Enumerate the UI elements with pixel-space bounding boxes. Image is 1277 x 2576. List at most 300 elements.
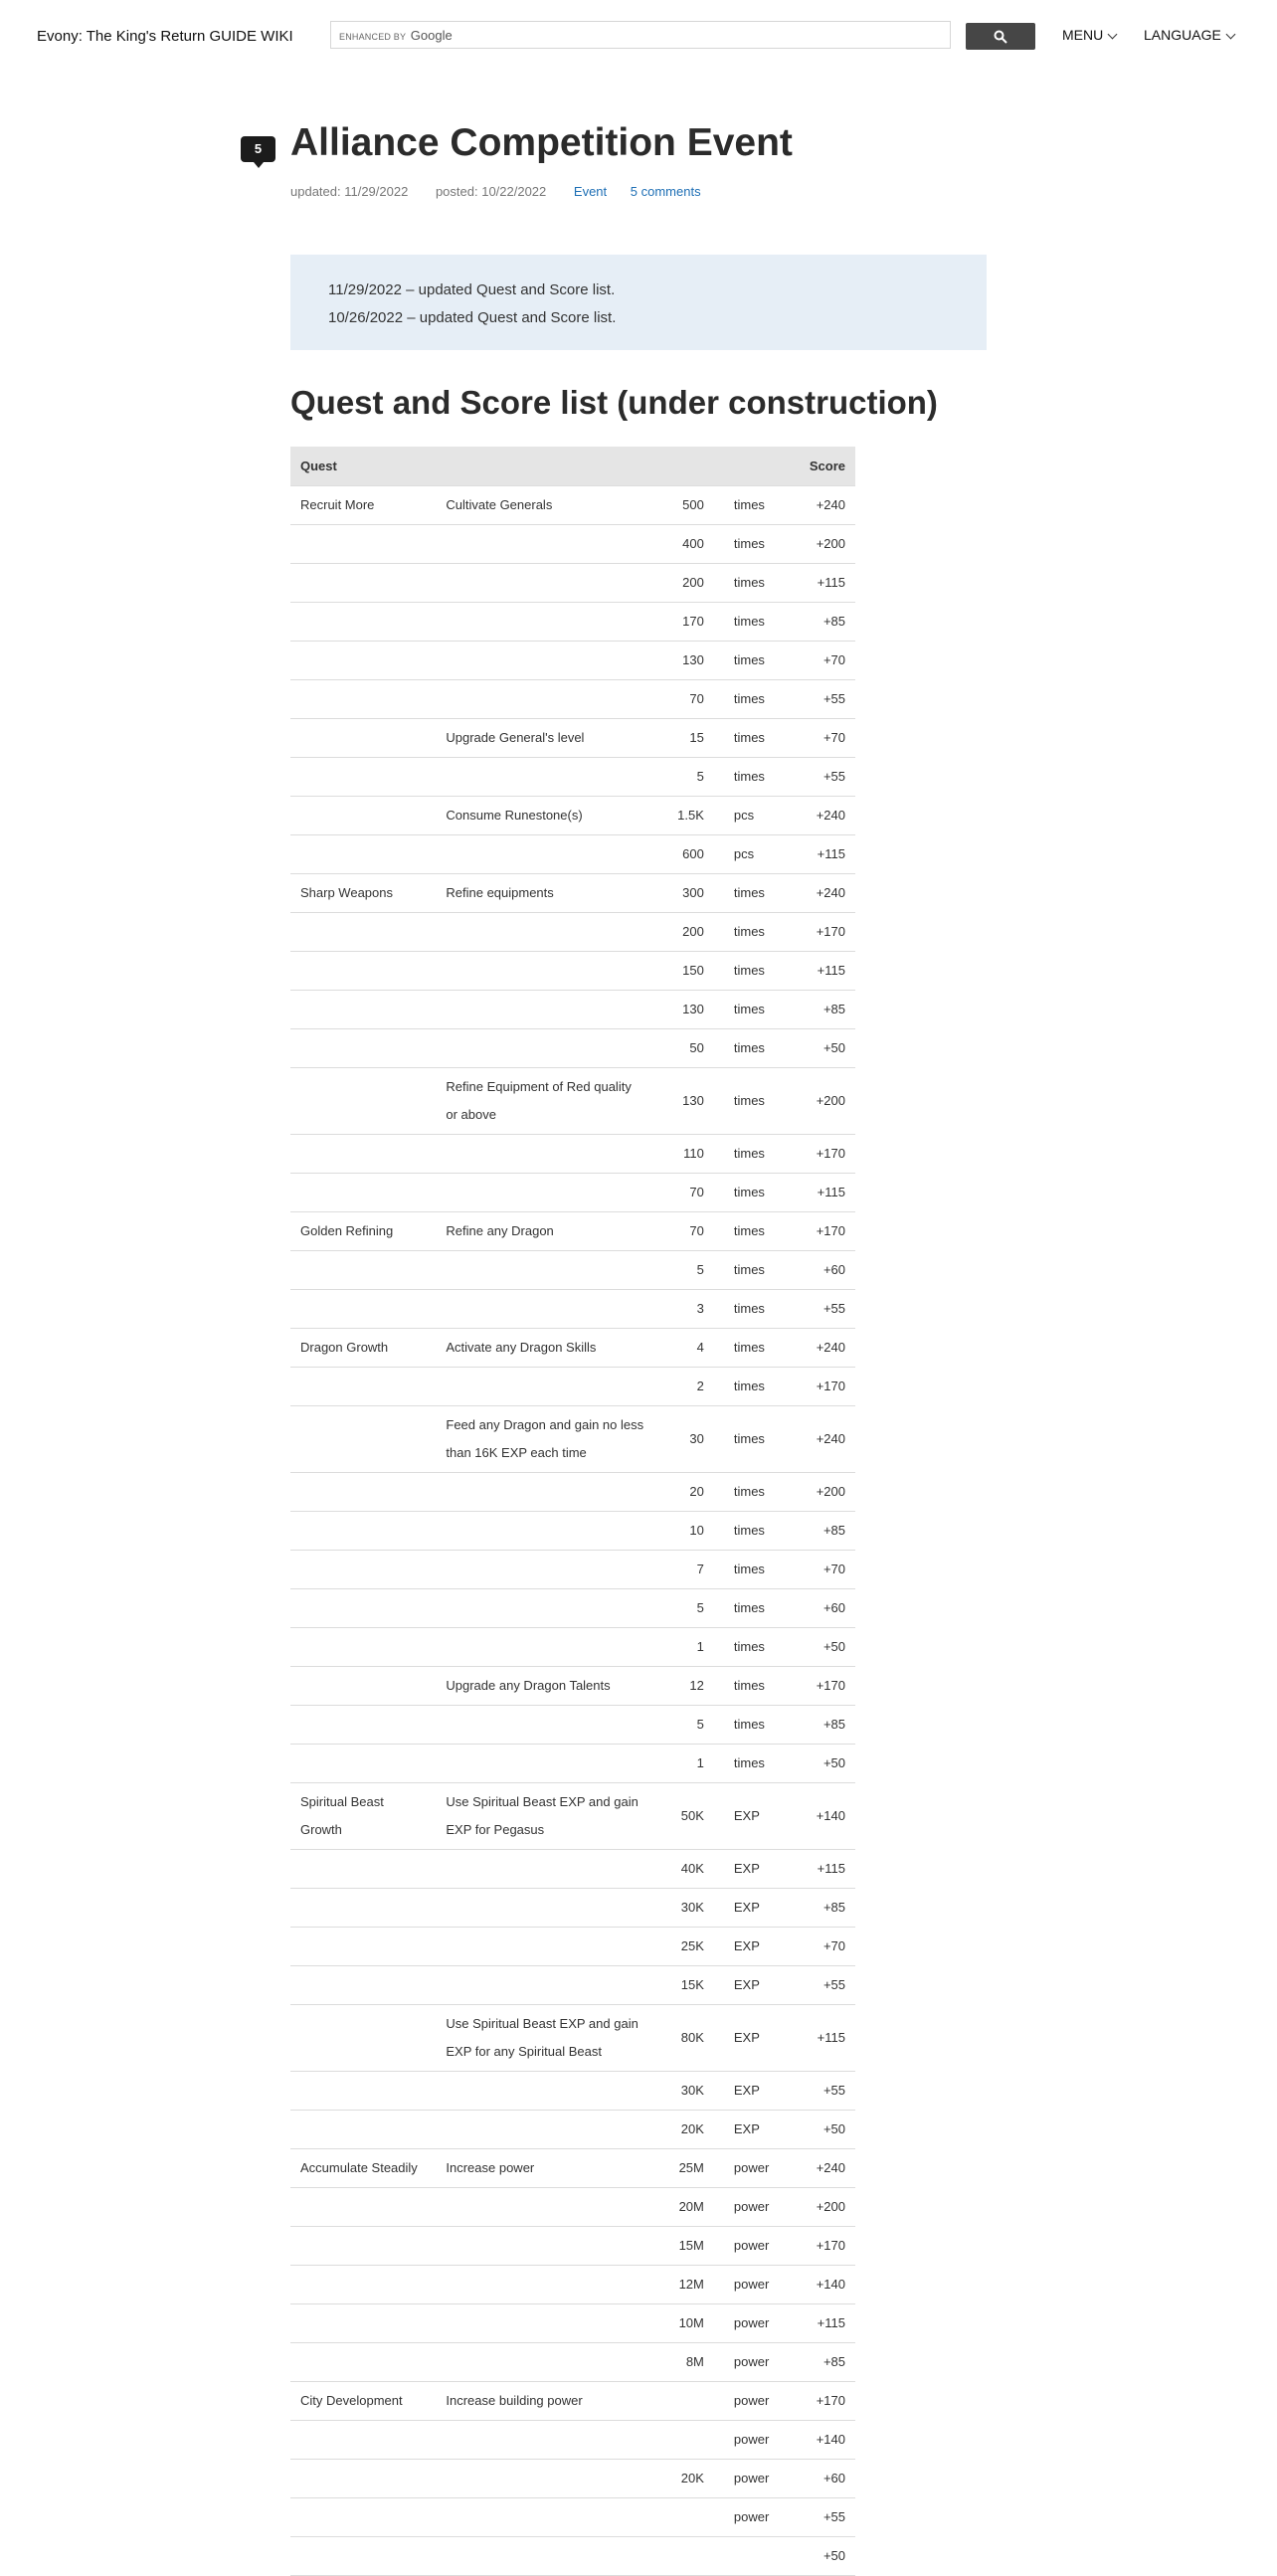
table-row	[290, 2460, 855, 2498]
table-row	[290, 1783, 855, 1850]
unit-cell: EXP	[714, 2111, 793, 2149]
quest-cell	[290, 1706, 436, 1745]
quest-cell: Spiritual Beast Growth	[290, 1783, 436, 1850]
score-cell: +70	[793, 719, 855, 758]
quest-cell	[290, 2421, 436, 2460]
table-row	[290, 952, 855, 991]
table-row	[290, 1406, 855, 1473]
score-cell: +55	[793, 2072, 855, 2111]
unit-cell: times	[714, 642, 793, 680]
amount-cell: 20K	[653, 2111, 714, 2149]
score-cell: +170	[793, 2382, 855, 2421]
search-button[interactable]	[966, 23, 1035, 50]
score-cell: +50	[793, 2537, 855, 2576]
unit-cell: times	[714, 1068, 793, 1135]
score-cell: +170	[793, 1368, 855, 1406]
quest-cell	[290, 2227, 436, 2266]
comment-count-badge[interactable]: 5	[241, 136, 275, 162]
score-cell: +200	[793, 1473, 855, 1512]
unit-cell: power	[714, 2343, 793, 2382]
task-cell	[436, 1029, 653, 1068]
amount-cell: 10M	[653, 2304, 714, 2343]
amount-cell	[653, 2537, 714, 2576]
quest-cell	[290, 1135, 436, 1174]
task-cell	[436, 2460, 653, 2498]
table-row	[290, 874, 855, 913]
update-notice	[290, 255, 987, 350]
amount-cell: 2	[653, 1368, 714, 1406]
quest-cell	[290, 1628, 436, 1667]
task-cell: Consume Runestone(s)	[436, 797, 653, 835]
quest-cell	[290, 2266, 436, 2304]
unit-cell: times	[714, 680, 793, 719]
unit-cell: EXP	[714, 1783, 793, 1850]
amount-cell: 30K	[653, 2072, 714, 2111]
score-cell: +240	[793, 2149, 855, 2188]
language-dropdown[interactable]	[1144, 27, 1234, 43]
score-cell: +240	[793, 1329, 855, 1368]
score-cell: +200	[793, 1068, 855, 1135]
task-cell	[436, 2537, 653, 2576]
score-cell: +55	[793, 1966, 855, 2005]
unit-cell: times	[714, 1589, 793, 1628]
amount-cell: 12M	[653, 2266, 714, 2304]
search-branding-small: ENHANCED BY	[339, 32, 407, 42]
table-row	[290, 2111, 855, 2149]
table-row	[290, 1135, 855, 1174]
score-cell: +85	[793, 1889, 855, 1928]
table-row	[290, 2382, 855, 2421]
task-cell	[436, 1135, 653, 1174]
quest-cell: Dragon Growth	[290, 1329, 436, 1368]
unit-cell: times	[714, 1329, 793, 1368]
task-cell	[436, 1589, 653, 1628]
amount-cell: 600	[653, 835, 714, 874]
task-cell: Refine equipments	[436, 874, 653, 913]
quest-cell	[290, 2072, 436, 2111]
search-branding-brand: Google	[410, 28, 453, 43]
site-title-link[interactable]: Evony: The King's Return GUIDE WIKI	[37, 28, 293, 45]
quest-cell	[290, 525, 436, 564]
amount-cell: 110	[653, 1135, 714, 1174]
unit-cell: power	[714, 2498, 793, 2537]
unit-cell: times	[714, 1667, 793, 1706]
unit-cell: times	[714, 1406, 793, 1473]
amount-cell: 70	[653, 680, 714, 719]
quest-cell	[290, 1174, 436, 1212]
task-cell	[436, 991, 653, 1029]
unit-cell: power	[714, 2188, 793, 2227]
score-cell: +170	[793, 2227, 855, 2266]
quest-cell	[290, 1368, 436, 1406]
score-cell: +115	[793, 1174, 855, 1212]
table-row	[290, 1667, 855, 1706]
site-header	[0, 0, 1277, 72]
quest-cell	[290, 2304, 436, 2343]
table-header-row	[290, 447, 855, 486]
amount-cell	[653, 2382, 714, 2421]
task-cell	[436, 1706, 653, 1745]
unit-cell: times	[714, 1368, 793, 1406]
task-cell	[436, 1512, 653, 1551]
unit-cell: power	[714, 2304, 793, 2343]
task-cell: Increase building power	[436, 2382, 653, 2421]
task-cell	[436, 2188, 653, 2227]
score-cell: +115	[793, 2304, 855, 2343]
page-title: Alliance Competition Event	[290, 121, 793, 164]
table-row	[290, 2266, 855, 2304]
unit-cell: times	[714, 719, 793, 758]
amount-cell: 500	[653, 486, 714, 525]
score-cell: +140	[793, 2421, 855, 2460]
quest-cell	[290, 835, 436, 874]
unit-cell: times	[714, 913, 793, 952]
quest-cell: Golden Refining	[290, 1212, 436, 1251]
quest-cell	[290, 2537, 436, 2576]
menu-label: MENU	[1062, 27, 1104, 43]
table-row	[290, 1251, 855, 1290]
update-line: 10/26/2022 – updated Quest and Score list.	[328, 309, 617, 326]
update-line: 11/29/2022 – updated Quest and Score list.	[328, 281, 616, 298]
table-row	[290, 797, 855, 835]
score-cell: +170	[793, 913, 855, 952]
amount-cell: 30	[653, 1406, 714, 1473]
amount-cell: 170	[653, 603, 714, 642]
score-cell: +85	[793, 991, 855, 1029]
table-row	[290, 913, 855, 952]
unit-cell: power	[714, 2460, 793, 2498]
table-row	[290, 603, 855, 642]
table-row	[290, 758, 855, 797]
menu-dropdown[interactable]	[1062, 27, 1116, 43]
task-cell	[436, 525, 653, 564]
amount-cell: 40K	[653, 1850, 714, 1889]
score-cell: +200	[793, 525, 855, 564]
updated-date: updated: 11/29/2022	[290, 184, 409, 199]
table-row	[290, 2304, 855, 2343]
task-cell	[436, 2266, 653, 2304]
score-cell: +170	[793, 1212, 855, 1251]
unit-cell: times	[714, 1290, 793, 1329]
amount-cell: 150	[653, 952, 714, 991]
amount-cell: 4	[653, 1329, 714, 1368]
score-cell: +70	[793, 642, 855, 680]
task-cell: Use Spiritual Beast EXP and gain EXP for any Spiritual Beast	[436, 2005, 653, 2072]
quest-cell: Recruit More	[290, 486, 436, 525]
score-cell: +115	[793, 835, 855, 874]
quest-cell	[290, 758, 436, 797]
task-cell	[436, 2227, 653, 2266]
chevron-down-icon	[1108, 30, 1118, 40]
table-row	[290, 2188, 855, 2227]
header-quest: Quest	[290, 447, 436, 486]
score-cell: +170	[793, 1135, 855, 1174]
score-cell: +240	[793, 1406, 855, 1473]
task-cell	[436, 2421, 653, 2460]
amount-cell	[653, 2498, 714, 2537]
quest-cell	[290, 797, 436, 835]
quest-cell	[290, 913, 436, 952]
unit-cell: EXP	[714, 1889, 793, 1928]
quest-cell	[290, 603, 436, 642]
table-row	[290, 2227, 855, 2266]
task-cell	[436, 642, 653, 680]
score-cell: +55	[793, 758, 855, 797]
task-cell: Activate any Dragon Skills	[436, 1329, 653, 1368]
table-row	[290, 1928, 855, 1966]
unit-cell: EXP	[714, 1928, 793, 1966]
task-cell	[436, 1850, 653, 1889]
posted-date: posted: 10/22/2022	[435, 184, 547, 199]
unit-cell	[714, 2537, 793, 2576]
amount-cell: 15K	[653, 1966, 714, 2005]
unit-cell: times	[714, 1512, 793, 1551]
table-row	[290, 1628, 855, 1667]
quest-cell: Sharp Weapons	[290, 874, 436, 913]
task-cell	[436, 1551, 653, 1589]
category-link[interactable]: Event	[573, 184, 608, 199]
task-cell	[436, 2498, 653, 2537]
score-cell: +140	[793, 2266, 855, 2304]
amount-cell: 80K	[653, 2005, 714, 2072]
task-cell	[436, 1174, 653, 1212]
task-cell	[436, 1251, 653, 1290]
amount-cell: 70	[653, 1174, 714, 1212]
quest-cell	[290, 1512, 436, 1551]
amount-cell: 30K	[653, 1889, 714, 1928]
score-cell: +115	[793, 1850, 855, 1889]
score-cell: +50	[793, 1628, 855, 1667]
quest-cell	[290, 1589, 436, 1628]
unit-cell: times	[714, 758, 793, 797]
amount-cell: 5	[653, 758, 714, 797]
task-cell: Feed any Dragon and gain no less than 16K EXP each time	[436, 1406, 653, 1473]
quest-cell	[290, 1251, 436, 1290]
task-cell	[436, 1928, 653, 1966]
unit-cell: times	[714, 1473, 793, 1512]
task-cell: Upgrade any Dragon Talents	[436, 1667, 653, 1706]
table-body	[290, 486, 855, 2576]
unit-cell: times	[714, 952, 793, 991]
unit-cell: power	[714, 2149, 793, 2188]
task-cell: Increase power	[436, 2149, 653, 2188]
search-icon	[994, 30, 1007, 44]
table-row	[290, 1368, 855, 1406]
amount-cell: 300	[653, 874, 714, 913]
chevron-down-icon	[1225, 30, 1235, 40]
quest-cell	[290, 2005, 436, 2072]
header-score: Score	[793, 447, 855, 486]
table-row	[290, 1966, 855, 2005]
quest-cell	[290, 1473, 436, 1512]
task-cell: Use Spiritual Beast EXP and gain EXP for Pegasus	[436, 1783, 653, 1850]
unit-cell: times	[714, 1706, 793, 1745]
amount-cell: 5	[653, 1706, 714, 1745]
amount-cell: 25M	[653, 2149, 714, 2188]
amount-cell: 1	[653, 1745, 714, 1783]
task-cell	[436, 1889, 653, 1928]
score-cell: +115	[793, 2005, 855, 2072]
table-row	[290, 1745, 855, 1783]
unit-cell: times	[714, 1029, 793, 1068]
task-cell	[436, 1473, 653, 1512]
amount-cell: 5	[653, 1251, 714, 1290]
table-row	[290, 564, 855, 603]
unit-cell: times	[714, 603, 793, 642]
unit-cell: EXP	[714, 1966, 793, 2005]
task-cell	[436, 1745, 653, 1783]
quest-score-table	[290, 447, 855, 2576]
quest-cell	[290, 1290, 436, 1329]
score-cell: +50	[793, 1029, 855, 1068]
table-row	[290, 1889, 855, 1928]
amount-cell: 12	[653, 1667, 714, 1706]
task-cell: Cultivate Generals	[436, 486, 653, 525]
table-row	[290, 1212, 855, 1251]
amount-cell: 15M	[653, 2227, 714, 2266]
unit-cell: times	[714, 486, 793, 525]
amount-cell: 130	[653, 642, 714, 680]
score-cell: +50	[793, 1745, 855, 1783]
task-cell	[436, 2343, 653, 2382]
quest-cell	[290, 1928, 436, 1966]
score-cell: +70	[793, 1928, 855, 1966]
task-cell	[436, 1290, 653, 1329]
task-cell	[436, 835, 653, 874]
table-row	[290, 1551, 855, 1589]
table-row	[290, 2343, 855, 2382]
search-branding	[339, 28, 453, 43]
amount-cell: 20	[653, 1473, 714, 1512]
table-row	[290, 1589, 855, 1628]
task-cell: Upgrade General's level	[436, 719, 653, 758]
table-row	[290, 1174, 855, 1212]
post-meta	[290, 184, 721, 199]
quest-cell	[290, 680, 436, 719]
unit-cell: EXP	[714, 2005, 793, 2072]
task-cell	[436, 952, 653, 991]
score-cell: +55	[793, 680, 855, 719]
unit-cell: power	[714, 2421, 793, 2460]
amount-cell: 50K	[653, 1783, 714, 1850]
amount-cell: 20K	[653, 2460, 714, 2498]
table-row	[290, 2421, 855, 2460]
quest-cell	[290, 1551, 436, 1589]
amount-cell: 200	[653, 913, 714, 952]
unit-cell: times	[714, 1551, 793, 1589]
score-cell: +170	[793, 1667, 855, 1706]
unit-cell: pcs	[714, 797, 793, 835]
task-cell	[436, 913, 653, 952]
task-cell: Refine any Dragon	[436, 1212, 653, 1251]
unit-cell: power	[714, 2382, 793, 2421]
task-cell	[436, 680, 653, 719]
quest-cell	[290, 564, 436, 603]
quest-cell	[290, 1850, 436, 1889]
table-row	[290, 835, 855, 874]
table-row	[290, 2072, 855, 2111]
unit-cell: EXP	[714, 1850, 793, 1889]
score-cell: +55	[793, 1290, 855, 1329]
score-cell: +140	[793, 1783, 855, 1850]
task-cell	[436, 603, 653, 642]
quest-cell	[290, 2343, 436, 2382]
quest-cell	[290, 991, 436, 1029]
table-row	[290, 2005, 855, 2072]
unit-cell: pcs	[714, 835, 793, 874]
task-cell	[436, 2111, 653, 2149]
amount-cell: 130	[653, 1068, 714, 1135]
table-row	[290, 1512, 855, 1551]
quest-cell	[290, 1406, 436, 1473]
amount-cell: 15	[653, 719, 714, 758]
quest-cell	[290, 2188, 436, 2227]
score-cell: +60	[793, 1589, 855, 1628]
amount-cell: 8M	[653, 2343, 714, 2382]
score-cell: +85	[793, 603, 855, 642]
table-row	[290, 719, 855, 758]
quest-cell	[290, 719, 436, 758]
task-cell	[436, 2304, 653, 2343]
table-row	[290, 991, 855, 1029]
task-cell	[436, 758, 653, 797]
table-row	[290, 1068, 855, 1135]
quest-cell	[290, 1745, 436, 1783]
amount-cell: 1	[653, 1628, 714, 1667]
unit-cell: times	[714, 1174, 793, 1212]
section-title: Quest and Score list (under construction)	[290, 384, 938, 421]
task-cell	[436, 1966, 653, 2005]
amount-cell	[653, 2421, 714, 2460]
score-cell: +115	[793, 952, 855, 991]
unit-cell: times	[714, 564, 793, 603]
quest-cell	[290, 1029, 436, 1068]
score-cell: +115	[793, 564, 855, 603]
quest-cell: Accumulate Steadily	[290, 2149, 436, 2188]
table-row	[290, 1706, 855, 1745]
amount-cell: 25K	[653, 1928, 714, 1966]
search-input[interactable]	[330, 21, 951, 49]
score-cell: +240	[793, 797, 855, 835]
task-cell	[436, 1368, 653, 1406]
task-cell: Refine Equipment of Red quality or above	[436, 1068, 653, 1135]
table-row	[290, 2149, 855, 2188]
task-cell	[436, 1628, 653, 1667]
quest-cell	[290, 2460, 436, 2498]
amount-cell: 10	[653, 1512, 714, 1551]
quest-cell	[290, 2498, 436, 2537]
unit-cell: times	[714, 525, 793, 564]
quest-cell	[290, 1667, 436, 1706]
comments-link[interactable]: 5 comments	[630, 184, 701, 199]
score-cell: +55	[793, 2498, 855, 2537]
unit-cell: times	[714, 874, 793, 913]
score-cell: +240	[793, 874, 855, 913]
table-row	[290, 1290, 855, 1329]
table-row	[290, 1329, 855, 1368]
quest-cell	[290, 952, 436, 991]
table-row	[290, 525, 855, 564]
unit-cell: EXP	[714, 2072, 793, 2111]
task-cell	[436, 2072, 653, 2111]
unit-cell: times	[714, 1628, 793, 1667]
amount-cell: 50	[653, 1029, 714, 1068]
score-cell: +240	[793, 486, 855, 525]
score-cell: +85	[793, 2343, 855, 2382]
unit-cell: times	[714, 1135, 793, 1174]
table-row	[290, 680, 855, 719]
amount-cell: 130	[653, 991, 714, 1029]
